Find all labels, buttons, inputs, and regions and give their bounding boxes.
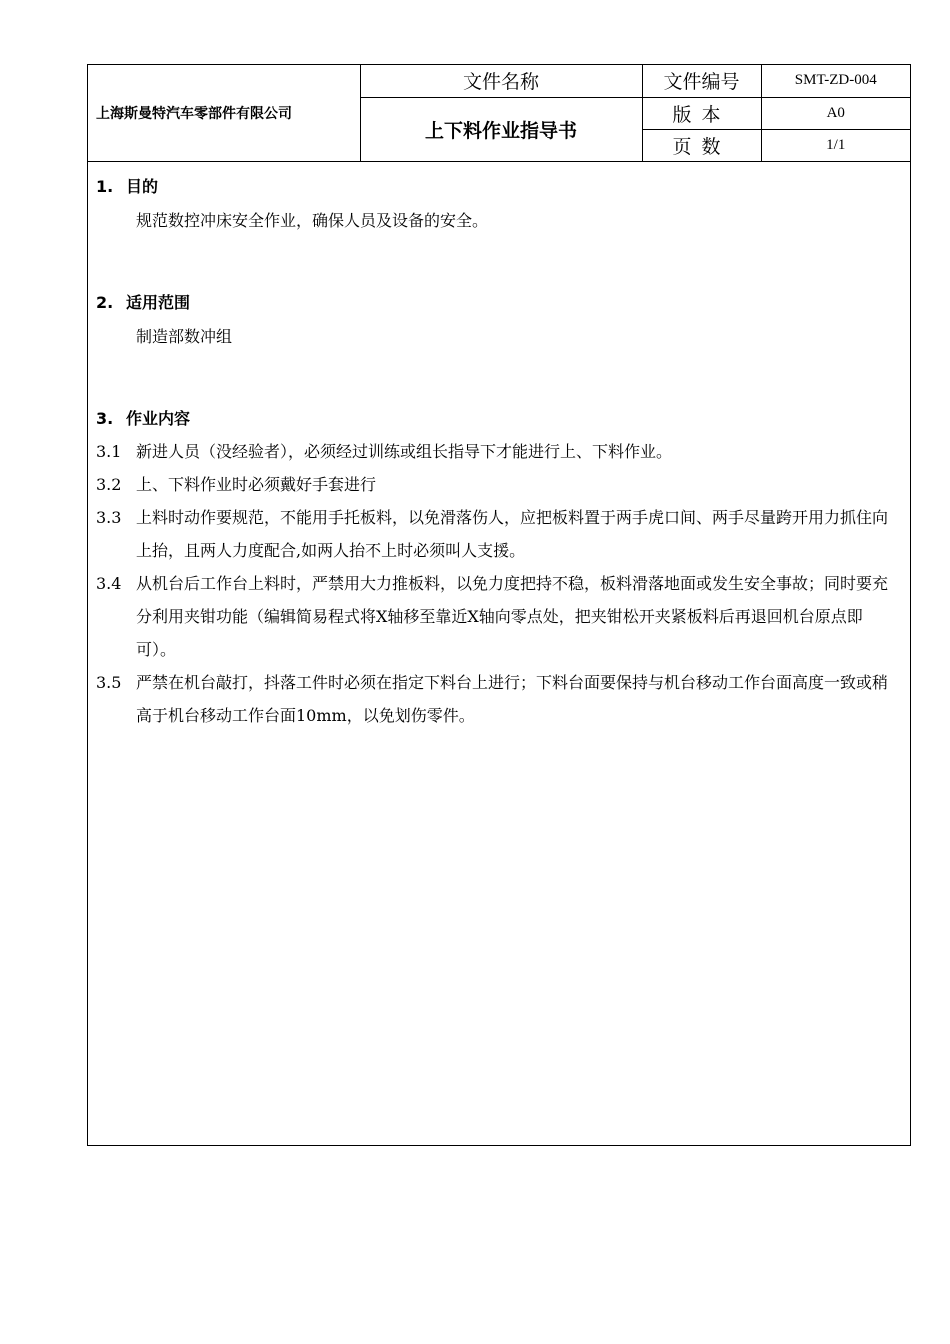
section-heading-content xyxy=(96,407,896,431)
doc-no-label: 文件编号 xyxy=(642,65,761,97)
page-label: 页数 xyxy=(642,129,761,161)
section-heading-scope xyxy=(96,291,896,315)
version-value: A0 xyxy=(761,97,910,129)
list-item xyxy=(96,468,896,501)
page-value: 1/1 xyxy=(761,129,910,161)
list-item xyxy=(96,567,896,666)
section-text-purpose: 规范数控冲床安全作业，确保人员及设备的安全。 xyxy=(136,211,489,230)
item-text: 新进人员（没经验者），必须经过训练或组长指导下才能进行上、下料作业。 xyxy=(136,442,673,461)
section-title: 适用范围 xyxy=(126,293,191,312)
list-item xyxy=(96,666,896,732)
section-number: 2. xyxy=(96,293,114,312)
item-number: 3.2 xyxy=(96,475,122,494)
version-label: 版本 xyxy=(642,97,761,129)
doc-title: 上下料作业指导书 xyxy=(360,97,642,161)
item-number: 3.1 xyxy=(96,442,122,461)
item-text: 严禁在机台敲打，抖落工件时必须在指定下料台上进行；下料台面要保持与机台移动工作台面高度一致或稍高于机台移动工作台面10mm，以免划伤零件。 xyxy=(136,673,889,725)
item-text: 上料时动作要规范，不能用手托板料，以免滑落伤人，应把板料置于两手虎口间、两手尽量跨开用力抓住向上抬，且两人力度配合,如两人抬不上时必须叫人支援。 xyxy=(136,508,889,560)
item-number: 3.5 xyxy=(96,673,122,692)
section-number: 3. xyxy=(96,409,114,428)
section-title: 作业内容 xyxy=(126,409,191,428)
section-heading-purpose xyxy=(96,175,896,199)
item-number: 3.3 xyxy=(96,508,122,527)
item-text: 上、下料作业时必须戴好手套进行 xyxy=(136,475,377,494)
document-frame xyxy=(87,64,911,1146)
doc-name-label: 文件名称 xyxy=(360,65,642,97)
document-header-table xyxy=(88,65,910,162)
item-text: 从机台后工作台上料时，严禁用大力推板料，以免力度把持不稳，板料滑落地面或发生安全事故；同时要充分利用夹钳功能（编辑简易程式将X轴移至靠近X轴向零点处，把夹钳松开夹紧板料后再退回机台原点即可）。 xyxy=(136,574,889,659)
list-item xyxy=(96,435,896,468)
section-title: 目的 xyxy=(126,177,159,196)
doc-no-value: SMT-ZD-004 xyxy=(761,65,910,97)
company-name: 上海斯曼特汽车零部件有限公司 xyxy=(88,65,360,162)
item-number: 3.4 xyxy=(96,574,122,593)
section-number: 1. xyxy=(96,177,114,196)
document-body xyxy=(96,175,896,732)
list-item xyxy=(96,501,896,567)
work-item-list xyxy=(96,435,896,732)
section-text-scope: 制造部数冲组 xyxy=(136,327,233,346)
